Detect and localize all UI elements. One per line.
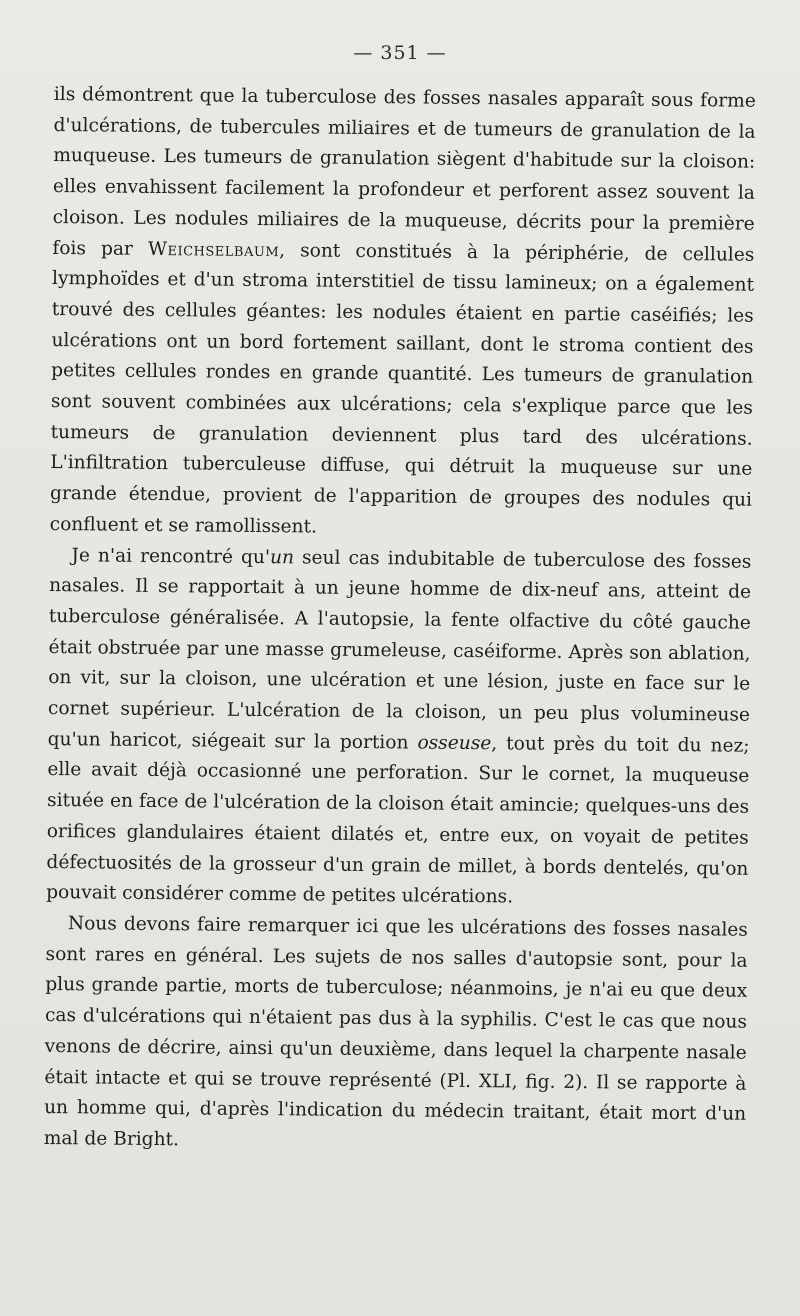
author-name-weichselbaum: Weichselbaum xyxy=(147,238,280,261)
paragraph-2-segment-1: Je n'ai rencontré qu' xyxy=(71,544,271,568)
paragraph-1-segment-3: , sont constitués à la périphérie, de cellules lymphoïdes et d'un stroma interstitiel de tissu lamineux; on a également trouvé des cellules géantes: les nodules étaient en partie caséifiés; les ulcérations ont un bord fortement saillant, dont le stroma contient des petites cellules rondes en grande quantité. Les tumeurs de granulation sont souvent combinées aux ulcérations; cela s'explique parce que les tumeurs de granulation deviennent plus tard des ulcérations. L'infiltration tuberculeuse diffuse, qui détruit la muqueuse sur une grande étendue, provient de l'apparition de groupes des nodules qui confluent et se ramollissent. xyxy=(49,239,755,538)
paragraph-3 xyxy=(44,909,748,1161)
paragraph-3-segment-1: Nous devons faire remarquer ici que les ulcérations des fosses nasales sont rares en général. Les sujets de nos salles d'autopsie sont, pour la plus grande partie, morts de tuberculose; néanmoins, je n'ai eu que deux cas d'ulcérations qui n'étaient pas dus à la syphilis. C'est le cas que nous venons de décrire, ainsi qu'un deuxième, dans lequel la charpente nasale était intacte et qui se trouve représenté (Pl. XLI, fig. 2). Il se rapporte à un homme qui, d'après l'indication du médecin traitant, était mort d'un mal de Bright. xyxy=(43,913,748,1151)
italic-word-un: un xyxy=(269,546,295,568)
paragraph-1-segment-1: ils démontrent que la tuberculose des fosses nasales apparaît sous forme d'ulcérations, de tubercules miliaires et de tumeurs de granulation de la muqueuse. Les tumeurs de granulation siègent d'habitude sur la cloison: elles envahissent facilement la profondeur et perforent assez souvent la cloison. Les nodules miliaires de la muqueuse, décrits pour la première fois par xyxy=(52,83,756,260)
paragraph-2-segment-5: , tout près du toit du nez; elle avait déjà occasionné une perforation. Sur le cornet, la muqueuse située en face de l'ulcération de la cloison était amincie; quelques-uns des orifices glandulaires étaient dilatés et, entre eux, on voyait de petites défectuosités de la grosseur d'un grain de millet, à bords dentelés, qu'on pouvait considérer comme de petites ulcérations. xyxy=(46,732,750,908)
paragraph-1 xyxy=(50,80,756,547)
paragraph-2-segment-3: seul cas indubitable de tuberculose des fosses nasales. Il se rapportait à un jeune homme de dix-neuf ans, atteint de tuberculose généralisée. A l'autopsie, la fente olfactive du côté gauche était obstruée par une masse grumeleuse, caséiforme. Après son ablation, on vit, sur la cloison, une ulcération et une lésion, juste en face sur le cornet supérieur. L'ulcération de la cloison, un peu plus volumineuse qu'un haricot, siégeait sur la portion xyxy=(47,546,752,754)
italic-word-osseuse: osseuse xyxy=(417,732,492,754)
page-number: — 351 — xyxy=(353,42,447,64)
body-text xyxy=(44,80,756,1161)
paragraph-2 xyxy=(46,541,752,916)
